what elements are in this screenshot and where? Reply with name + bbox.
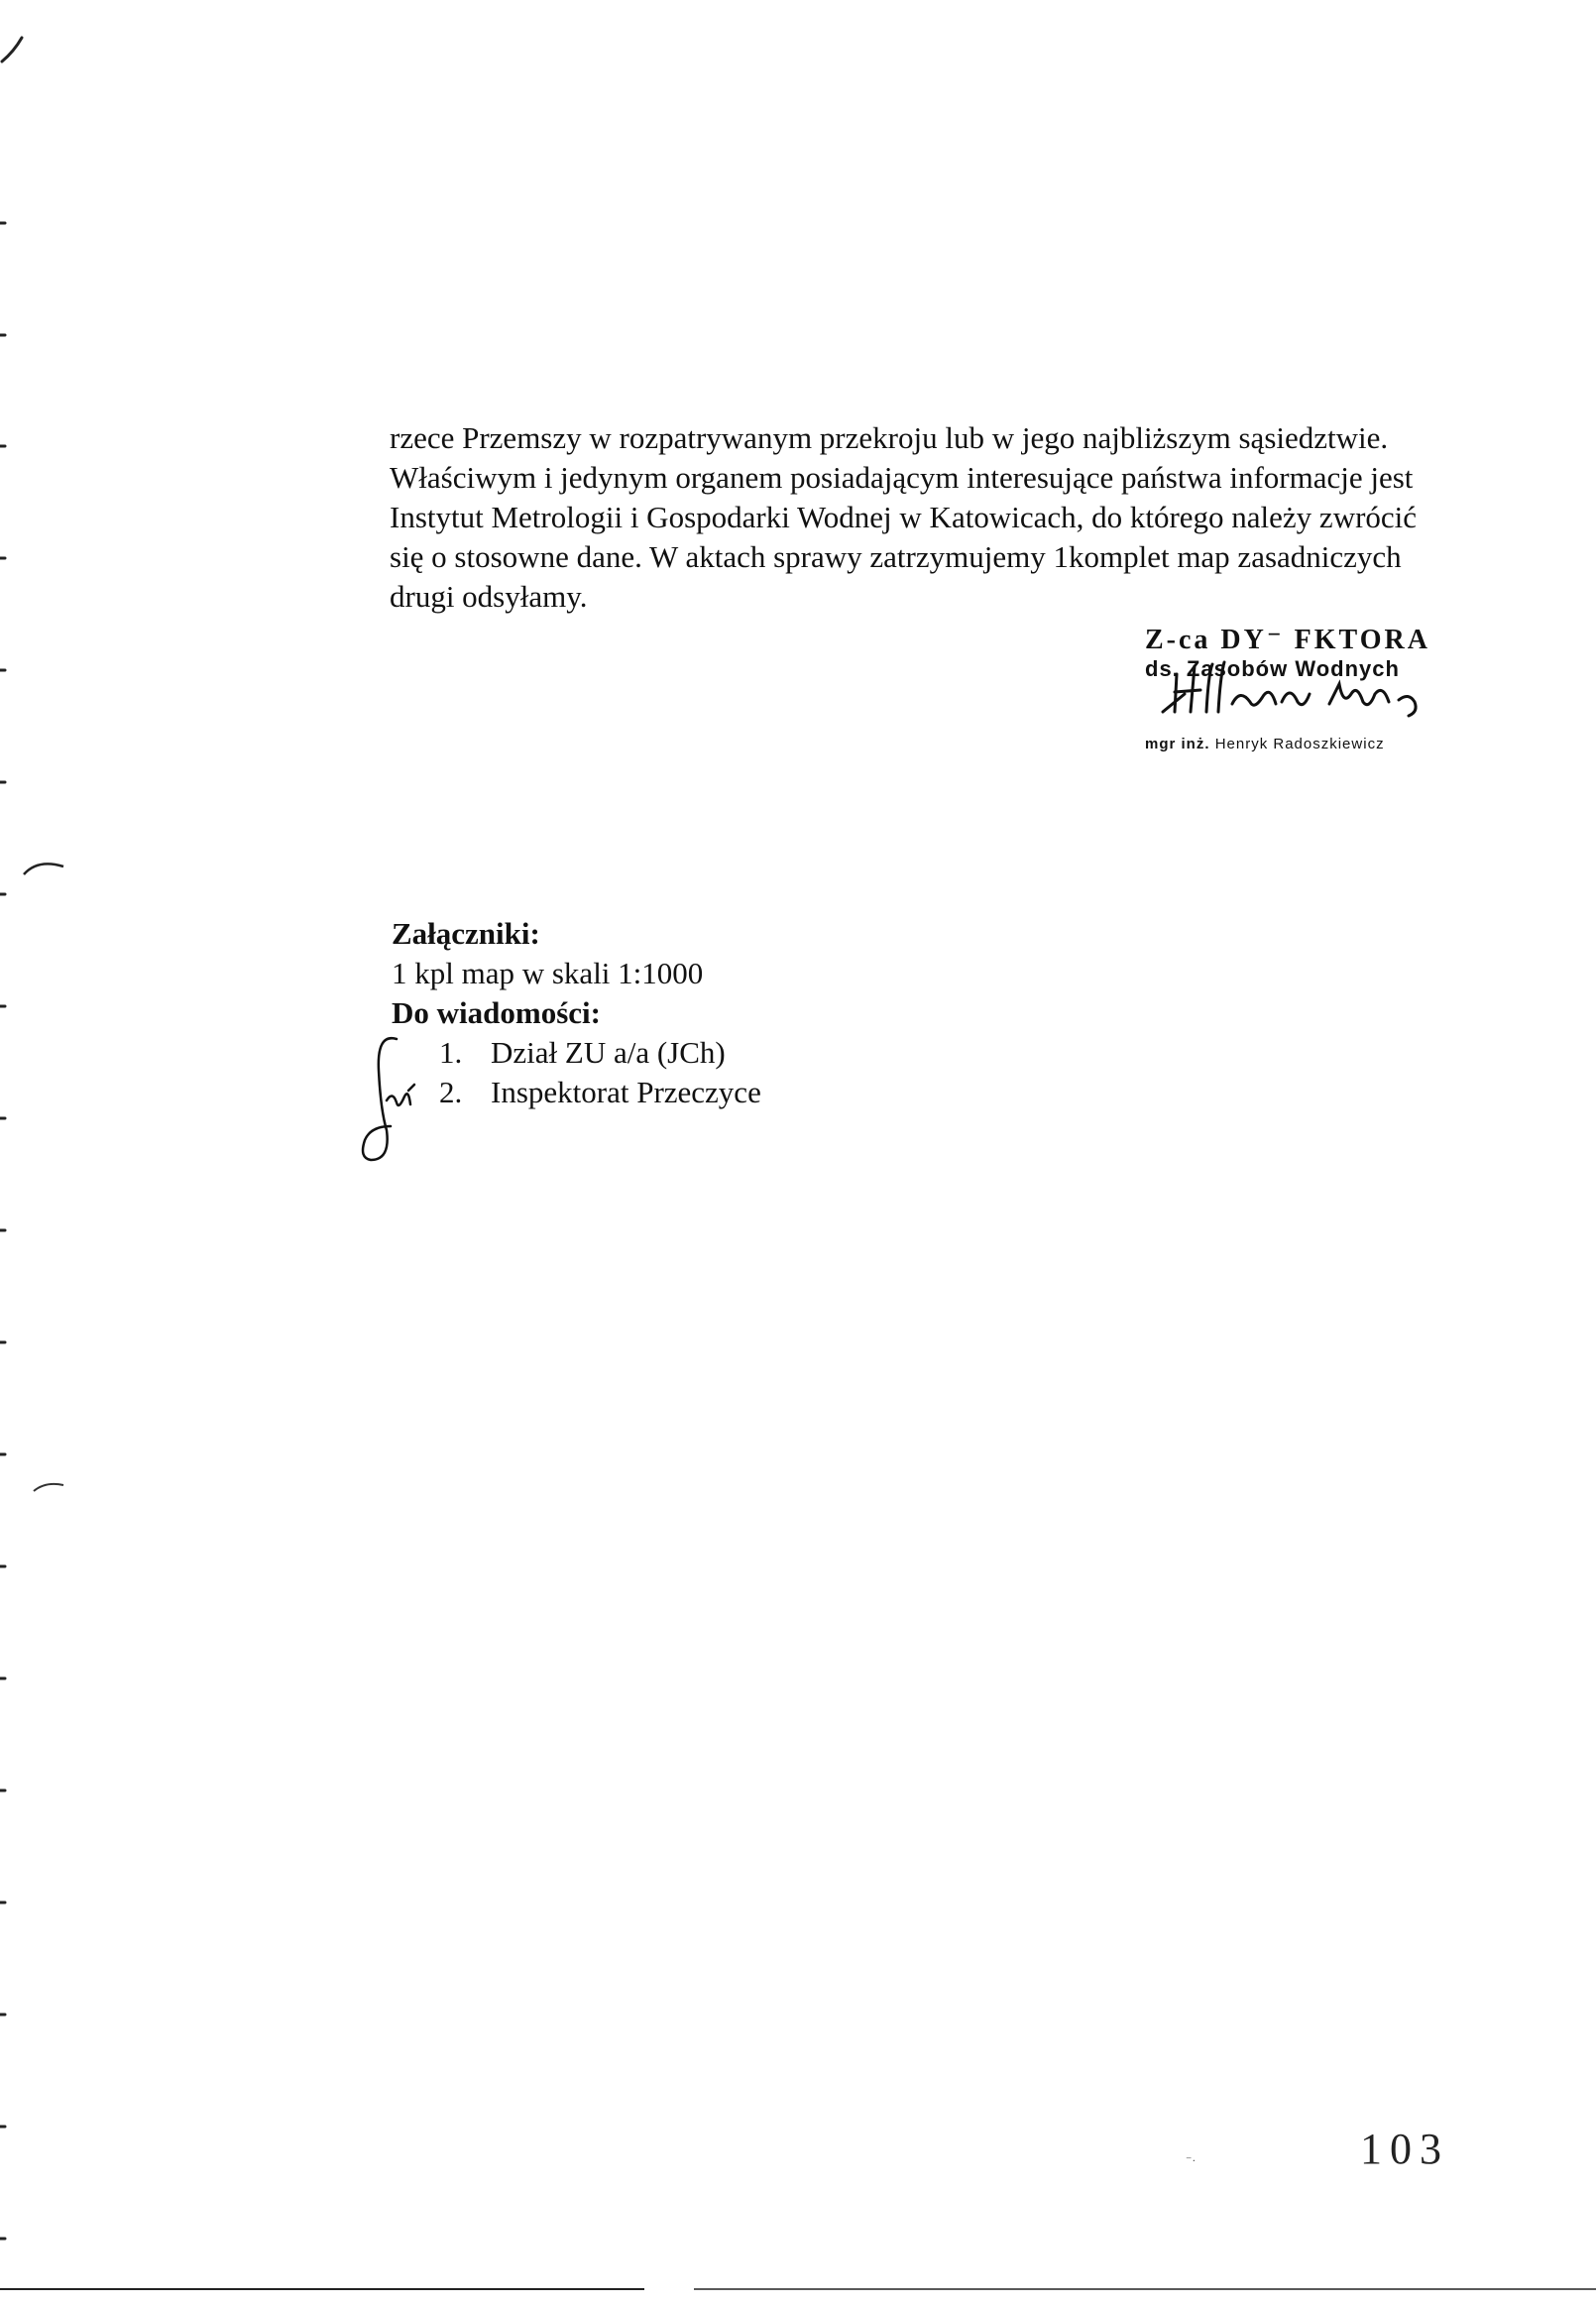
- margin-dash-mark: [30, 1477, 69, 1497]
- binder-margin-marks: [0, 0, 40, 2306]
- bottom-edge-line: [0, 2286, 1596, 2292]
- paragraph-line: Instytut Metrologii i Gospodarki Wodnej w Katowicach, do którego należy zwrócić: [390, 500, 1418, 534]
- signature-department: ds. Zasobów Wodnych: [1145, 656, 1400, 681]
- paragraph-line: drugi odsyłamy.: [390, 579, 588, 614]
- margin-hook-mark: [20, 853, 69, 882]
- list-item-number: 2.: [439, 1075, 463, 1109]
- handwritten-initials: [357, 1031, 426, 1170]
- list-item-label: Dział ZU a/a (JCh): [491, 1035, 726, 1070]
- scan-artifact-mark: ⁻·: [1186, 2153, 1197, 2167]
- list-item-label: Inspektorat Przeczyce: [491, 1075, 761, 1109]
- signatory-degree: mgr inż.: [1145, 736, 1210, 752]
- page-number: 103: [1360, 2125, 1449, 2173]
- attachments-heading: Załączniki:: [392, 916, 540, 951]
- distribution-heading: Do wiadomości:: [392, 995, 601, 1030]
- signatory-name: [1145, 736, 1385, 752]
- paragraph-line: się o stosowne dane. W aktach sprawy zatrzymujemy 1komplet map zasadniczych: [390, 539, 1402, 574]
- list-item-number: 1.: [439, 1035, 463, 1070]
- letter-paragraph: [390, 418, 1522, 617]
- list-item: [392, 1073, 761, 1112]
- signatory-fullname: Henryk Radoszkiewicz: [1214, 736, 1385, 752]
- list-item: [392, 1033, 761, 1073]
- attachment-item: 1 kpl map w skali 1:1000: [392, 956, 704, 990]
- signature-title: Z-ca DY⁻ FKTORA: [1145, 625, 1430, 655]
- distribution-list: [392, 1033, 761, 1112]
- paragraph-line: rzece Przemszy w rozpatrywanym przekroju lub w jego najbliższym sąsiedztwie.: [390, 420, 1389, 455]
- handwritten-signature: [1155, 654, 1452, 724]
- paragraph-line: Właściwym i jedynym organem posiadającym interesujące państwa informacje jest: [390, 460, 1414, 495]
- attachments-section: [392, 914, 761, 1112]
